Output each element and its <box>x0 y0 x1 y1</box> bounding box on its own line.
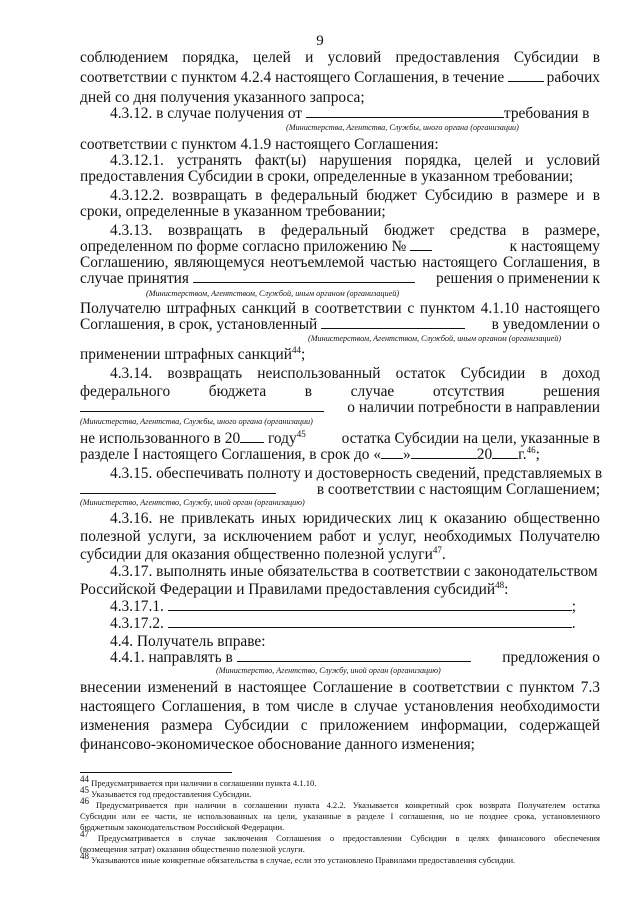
blank-field <box>240 429 264 443</box>
blank-field <box>193 269 415 283</box>
footnote-ref: 47 <box>432 544 442 555</box>
footnote-ref: 48 <box>495 579 505 590</box>
text-line: 4.3.12.1. устранять факт(ы) нарушения порядка, целей и условий <box>110 152 600 169</box>
blank-field <box>411 445 477 459</box>
blank-field <box>306 104 504 118</box>
blank-field <box>492 445 518 459</box>
text-line: 4.3.15. обеспечивать полноту и достоверность сведений, представляемых в <box>110 465 603 482</box>
text-line: сроки, определенные в указанном требовании; <box>80 203 386 220</box>
text-line: в соответствии с настоящим Соглашением; <box>80 480 600 500</box>
text-line: 4.3.14. возвращать неиспользованный остаток Субсидии в доход <box>110 365 600 382</box>
footnote-continuation: бюджетным законодательством Российской Федерации. <box>80 822 285 832</box>
text-line: субсидии для оказания общественно полезной услуги$^{47}$. <box>80 544 446 563</box>
text-line: предоставления Субсидии в сроки, определенные в указанном требовании; <box>80 168 574 185</box>
text-line: о наличии потребности в направлении <box>80 398 600 418</box>
blank-field <box>168 597 572 611</box>
footnote: $^{45}$ Указывается год предоставления Субсидии. <box>80 785 252 799</box>
blank-field <box>237 648 471 662</box>
footnote-separator <box>80 772 232 773</box>
text-line: дней со дня получения указанного запроса; <box>80 89 365 106</box>
text-line: Соглашения, в срок, установленный в уведомлении о <box>80 316 600 333</box>
text-line: 4.4. Получатель вправе: <box>110 633 266 650</box>
text-line: 4.3.17. выполнять иные обязательства в соответствии с законодательством <box>110 563 598 580</box>
page-number: 9 <box>316 33 324 49</box>
footnote-ref: 45 <box>296 428 306 439</box>
text-line: 4.4.1. направлять в предложения о <box>110 649 600 666</box>
footnote: $^{44}$ Предусматривается при наличии в соглашении пункта 4.1.10. <box>80 774 317 788</box>
text-line: финансово-экономическое обоснование данного изменения; <box>80 736 475 753</box>
footnote: $^{48}$ Указываются иные конкретные обязательства в случае, если это установлено Правилами предоставления субсидии. <box>80 851 516 865</box>
blank-field <box>410 237 432 251</box>
text-line: 4.3.16. не привлекать иных юридических лиц к оказанию общественно <box>110 510 600 527</box>
text-line: разделе I настоящего Соглашения, в срок до « » 20 г.$^{46}$; <box>80 444 540 463</box>
blank-field <box>321 315 465 329</box>
text-line: настоящего Соглашения, в том числе в случае установления необходимости <box>80 698 600 715</box>
text-line: 4.3.12. в случае получения от требования в <box>110 105 590 122</box>
footnote-ref: 44 <box>292 344 302 355</box>
text-line: 4.3.12.2. возвращать в федеральный бюджет Субсидию в размере и в <box>110 187 600 204</box>
text-line: внесении изменений в настоящее Соглашение в соответствии с пунктом 7.3 <box>80 679 600 696</box>
footnote-ref: 46 <box>526 444 536 455</box>
field-hint: (Министерство, Агентство, Службу, иной орган (организацию) <box>216 666 441 675</box>
text-line: соответствии с пунктом 4.1.9 настоящего Соглашения: <box>80 136 439 153</box>
text-line: изменения размера Субсидии с приложением информации, содержащей <box>80 717 600 734</box>
blank-field <box>508 68 544 82</box>
field-hint: (Министерством, Агентством, Службой, иным органом (организацией) <box>308 334 562 343</box>
text-line: 4.3.17.2. . <box>110 615 576 632</box>
text-line: не использованного в 20 году$^{45}$ остатка Субсидии на цели, указанные в <box>80 428 600 447</box>
footnote: $^{47}$ Предусматривается в случае заключения Соглашения о предоставлении Субсидии в целях финансового обеспечения <box>80 829 600 843</box>
text-line: соблюдением порядка, целей и условий предоставления Субсидии в <box>80 49 600 66</box>
text-line: соответствии с пунктом 4.2.4 настоящего Соглашения, в течение рабочих <box>80 69 600 86</box>
blank-field <box>80 398 324 412</box>
field-hint: (Министерством, Агентством, Службой, иным органом (организацией) <box>146 289 400 298</box>
blank-field <box>168 614 572 628</box>
text-line: случае принятия решения о применении к <box>80 270 600 287</box>
text-line: Соглашению, являющемуся неотъемлемой частью настоящего Соглашения, в <box>80 254 600 271</box>
text-line: 4.3.13. возвращать в федеральный бюджет средства в размере, <box>110 222 600 239</box>
text-line: определенном по форме согласно приложению № к настоящему <box>80 238 600 255</box>
footnote-continuation: Субсидии или ее части, не использованных на цели, указанные в разделе I соглашения, но не позднее срока, установленного <box>80 811 600 821</box>
footnote-continuation: (возмещения затрат) оказания общественно полезной услуги. <box>80 844 305 854</box>
field-hint: (Министерство, Агентство, Службу, иной орган (организацию) <box>80 498 305 507</box>
text-line: Получателю штрафных санкций в соответствии с пунктом 4.1.10 настоящего <box>80 300 600 317</box>
text-line: Российской Федерации и Правилами предоставления субсидий$^{48}$: <box>80 579 509 598</box>
text-line: федерального бюджета в случае отсутствия решения <box>80 383 600 400</box>
field-hint: (Министерства, Агентства, Службы, иного органа (организации) <box>80 417 313 426</box>
blank-field <box>381 445 403 459</box>
text-line: 4.3.17.1. ; <box>110 598 577 615</box>
text-line: полезной услуги, за исключением работ и услуг, необходимых Получателю <box>80 528 600 545</box>
footnote: $^{46}$ Предусматривается при наличии в соглашении пункта 4.2.2. Указывается конкретный срок возврата Получателем остатка <box>80 796 600 810</box>
blank-field <box>80 480 276 494</box>
text-line: применении штрафных санкций$^{44}$; <box>80 344 306 363</box>
field-hint: (Министерства, Агентства, Службы, иного органа (организации) <box>286 123 519 132</box>
